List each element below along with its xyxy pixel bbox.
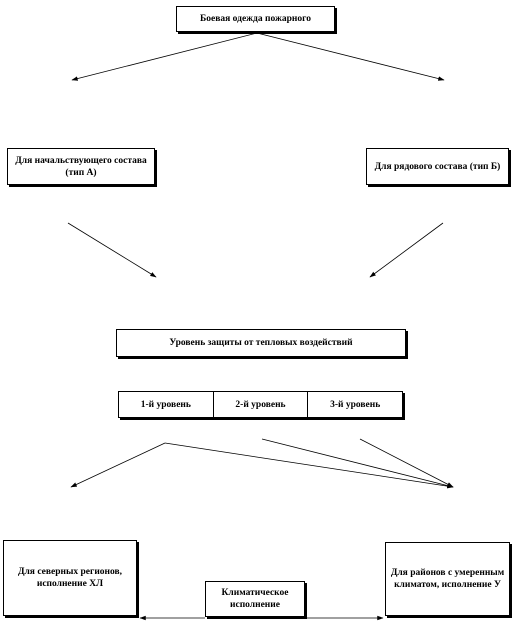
arrow-title-to-rank xyxy=(257,33,444,80)
temperate-climate-label: Для районов с умеренным климатом, исполнение У xyxy=(390,568,505,590)
arrow-title-to-commanders xyxy=(72,33,257,80)
northern-regions-box xyxy=(3,540,137,616)
northern-regions-label: Для северных регионов, исполнение ХЛ xyxy=(17,567,123,589)
temperate-climate-box xyxy=(385,542,510,616)
thermal-protection-box xyxy=(116,329,406,357)
arrow-rank-to-level xyxy=(370,223,443,277)
commanders-box xyxy=(7,148,155,185)
rank-and-file-label: Для рядового состава (тип Б) xyxy=(374,161,501,172)
level-3-cell xyxy=(308,392,402,417)
climatic-version-label: Климатическое исполнение xyxy=(221,588,289,610)
level-3-label: 3-й уровень xyxy=(330,399,381,410)
level-1-label: 1-й уровень xyxy=(140,399,191,410)
rank-and-file-box xyxy=(366,148,509,185)
firefighter-clothing-label: Боевая одежда пожарного xyxy=(200,14,311,24)
arrow-commanders-to-level xyxy=(68,223,156,277)
protection-levels-row xyxy=(118,391,403,418)
thermal-protection-label: Уровень защиты от тепловых воздействий xyxy=(169,338,353,348)
level-2-label: 2-й уровень xyxy=(235,399,286,410)
climatic-version-box xyxy=(205,581,305,617)
arrow-level2-to-temperate xyxy=(262,439,453,487)
commanders-label: Для начальствующего состава (тип А) xyxy=(15,155,147,178)
arrow-level1-to-northern xyxy=(71,443,165,487)
level-1-cell xyxy=(119,392,214,417)
level-2-cell xyxy=(214,392,309,417)
firefighter-clothing-box xyxy=(176,6,335,32)
